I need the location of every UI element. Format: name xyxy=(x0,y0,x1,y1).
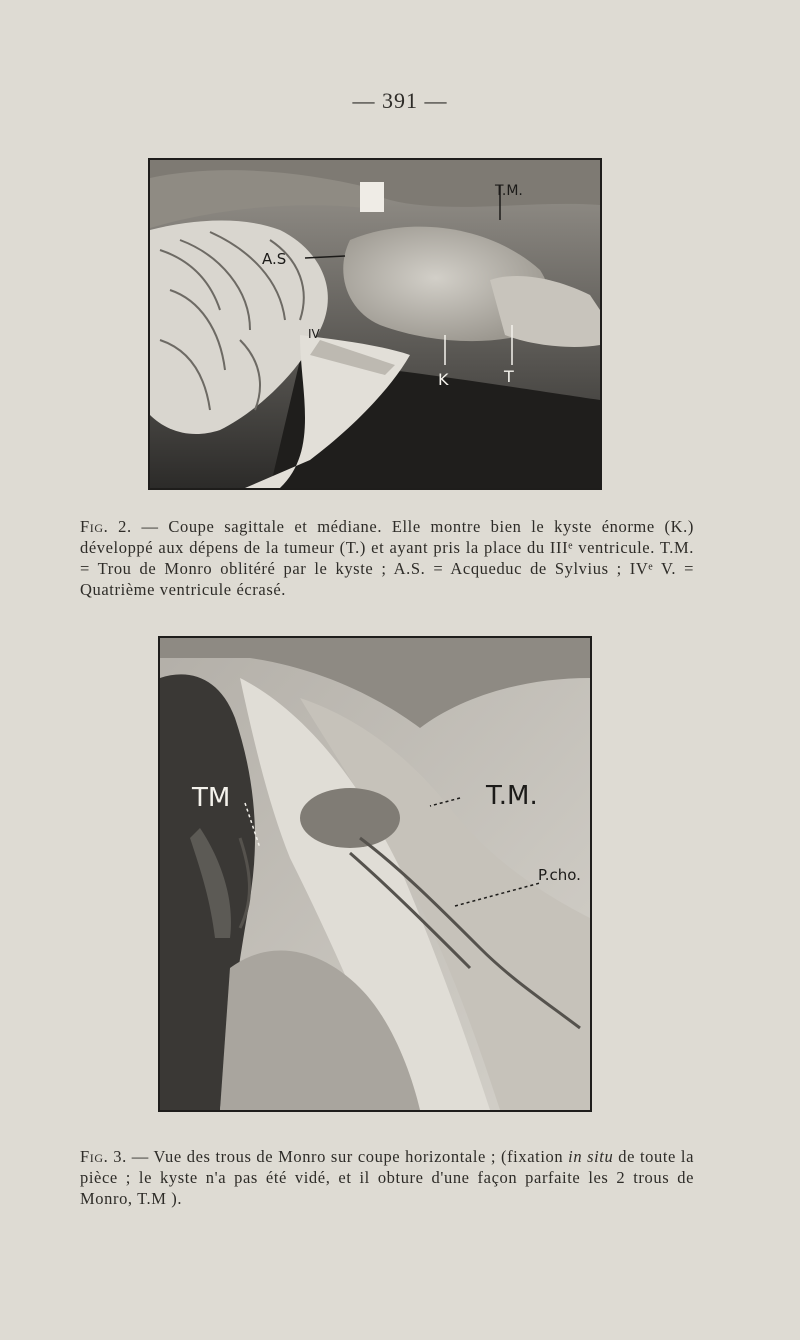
figure-3-label-tm-right: T.M. xyxy=(486,781,538,811)
figure-3-caption-text-before: — Vue des trous de Monro sur coupe horizontale ; (fixation xyxy=(126,1147,569,1166)
figure-3-photograph xyxy=(158,636,592,1112)
figure-2-number: Fig. 2. xyxy=(80,517,132,536)
figure-2-caption-text: — Coupe sagittale et médiane. Elle montre bien le kyste énorme (K.) développé aux dépens de la tumeur (T.) et ayant pris la place du IIIᵉ ventricule. T.M. = Trou de Monro oblitéré par le kyste ; A.S. = Acqueduc de Sylvius ; IVᵉ V. = Quatrième ventricule écrasé. xyxy=(80,517,694,599)
figure-2-label-as: A.S xyxy=(262,250,287,268)
figure-3-label-pcho: P.cho. xyxy=(538,866,581,884)
figure-3-caption-text-after: de toute la pièce ; le kyste n'a pas été vidé, et il obture d'une façon parfaite les 2 trous de Monro, T.M ). xyxy=(80,1147,694,1208)
page-number: — 391 — xyxy=(352,88,448,113)
figure-2-label-iv: IV xyxy=(308,327,320,341)
figure-2-label-t: T xyxy=(504,367,514,386)
figure-2-image xyxy=(150,160,600,488)
figure-2-caption xyxy=(80,516,694,600)
figure-3-image xyxy=(160,638,590,1110)
figure-3-caption xyxy=(80,1146,694,1209)
figure-3-label-tm-left: TM xyxy=(192,783,231,813)
figure-3-caption-italic: in situ xyxy=(568,1147,614,1166)
figure-3-number: Fig. 3. xyxy=(80,1147,127,1166)
figure-2-label-k: K xyxy=(438,370,449,389)
figure-2-photograph xyxy=(148,158,602,490)
figure-2-label-tm: T.M. xyxy=(495,183,523,199)
